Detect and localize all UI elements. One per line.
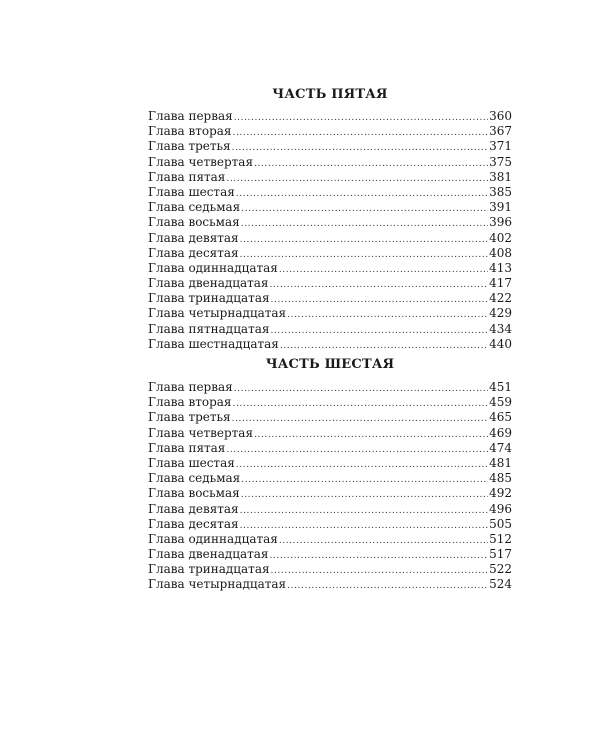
toc-entry bbox=[148, 231, 512, 246]
dot-leader bbox=[269, 549, 488, 564]
page-number: 481 bbox=[489, 455, 512, 470]
toc-entry bbox=[148, 322, 512, 337]
page-number: 465 bbox=[489, 410, 512, 425]
page-number: 408 bbox=[489, 245, 512, 260]
chapter-title: Глава шестнадцатая bbox=[148, 336, 279, 351]
toc-list bbox=[148, 380, 512, 593]
page-number: 474 bbox=[489, 440, 512, 455]
part-title: ЧАСТЬ ПЯТАЯ bbox=[272, 87, 388, 102]
toc-entry bbox=[148, 185, 512, 200]
chapter-title: Глава третья bbox=[148, 139, 231, 154]
page-number: 451 bbox=[489, 380, 512, 394]
toc-entry bbox=[148, 380, 512, 395]
toc-entry bbox=[148, 395, 512, 410]
toc-entry bbox=[148, 517, 512, 532]
dot-leader bbox=[232, 126, 488, 141]
dot-leader bbox=[232, 397, 488, 412]
toc-entry bbox=[148, 456, 512, 471]
dot-leader bbox=[236, 187, 488, 202]
page-number: 371 bbox=[489, 139, 512, 154]
chapter-title: Глава седьмая bbox=[148, 200, 241, 215]
toc-entry bbox=[148, 109, 512, 124]
toc-list bbox=[148, 109, 512, 352]
chapter-title: Глава двенадцатая bbox=[148, 547, 269, 562]
chapter-title: Глава пятнадцатая bbox=[148, 321, 270, 336]
dot-leader bbox=[241, 217, 488, 232]
toc-entry bbox=[148, 246, 512, 261]
dot-leader bbox=[279, 534, 488, 549]
dot-leader bbox=[240, 233, 488, 248]
dot-leader bbox=[241, 488, 488, 503]
chapter-title: Глава десятая bbox=[148, 245, 239, 260]
page-number: 385 bbox=[489, 184, 512, 199]
dot-leader bbox=[271, 293, 489, 308]
chapter-title: Глава вторая bbox=[148, 124, 232, 139]
toc-entry bbox=[148, 486, 512, 501]
page-number: 360 bbox=[489, 109, 512, 123]
chapter-title: Глава восьмая bbox=[148, 215, 240, 230]
chapter-title: Глава шестая bbox=[148, 184, 235, 199]
page-number: 429 bbox=[489, 306, 512, 321]
dot-leader bbox=[236, 458, 488, 473]
dot-leader bbox=[254, 157, 488, 172]
dot-leader bbox=[232, 412, 488, 427]
page-number: 381 bbox=[489, 169, 512, 184]
page-number: 402 bbox=[489, 230, 512, 245]
page-number: 422 bbox=[489, 291, 512, 306]
dot-leader bbox=[241, 202, 488, 217]
page-number: 522 bbox=[489, 562, 512, 577]
dot-leader bbox=[287, 308, 488, 323]
dot-leader bbox=[287, 579, 488, 594]
dot-leader bbox=[240, 504, 488, 519]
chapter-title: Глава пятая bbox=[148, 440, 226, 455]
chapter-title: Глава тринадцатая bbox=[148, 291, 270, 306]
toc-entry bbox=[148, 306, 512, 321]
toc-entry bbox=[148, 155, 512, 170]
page-number: 367 bbox=[489, 124, 512, 139]
toc-entry bbox=[148, 471, 512, 486]
part-six-section bbox=[148, 355, 512, 593]
part-title: ЧАСТЬ ШЕСТАЯ bbox=[265, 357, 395, 372]
page-number: 505 bbox=[489, 516, 512, 531]
chapter-title: Глава десятая bbox=[148, 516, 239, 531]
toc-entry bbox=[148, 441, 512, 456]
toc-entry bbox=[148, 410, 512, 425]
dot-leader bbox=[234, 382, 488, 397]
chapter-title: Глава пятая bbox=[148, 169, 226, 184]
page-number: 396 bbox=[489, 215, 512, 230]
dot-leader bbox=[232, 141, 488, 156]
page-number: 391 bbox=[489, 200, 512, 215]
page-number: 440 bbox=[489, 336, 512, 351]
page-number: 512 bbox=[489, 531, 512, 546]
dot-leader bbox=[271, 564, 489, 579]
dot-leader bbox=[280, 339, 488, 354]
toc-entry bbox=[148, 261, 512, 276]
toc-entry bbox=[148, 532, 512, 547]
toc-entry bbox=[148, 291, 512, 306]
chapter-title: Глава четырнадцатая bbox=[148, 306, 287, 321]
chapter-title: Глава вторая bbox=[148, 395, 232, 410]
chapter-title: Глава третья bbox=[148, 410, 231, 425]
toc-entry bbox=[148, 577, 512, 592]
page-number: 517 bbox=[489, 547, 512, 562]
page-number: 485 bbox=[489, 471, 512, 486]
part-five-section bbox=[148, 85, 512, 352]
dot-leader bbox=[234, 111, 488, 126]
dot-leader bbox=[254, 428, 488, 443]
chapter-title: Глава девятая bbox=[148, 501, 239, 516]
toc-entry bbox=[148, 215, 512, 230]
toc-entry bbox=[148, 426, 512, 441]
chapter-title: Глава четырнадцатая bbox=[148, 577, 287, 592]
page-number: 492 bbox=[489, 486, 512, 501]
chapter-title: Глава четвертая bbox=[148, 154, 254, 169]
toc-entry bbox=[148, 547, 512, 562]
chapter-title: Глава седьмая bbox=[148, 471, 241, 486]
page-number: 524 bbox=[489, 577, 512, 592]
toc-entry bbox=[148, 124, 512, 139]
chapter-title: Глава шестая bbox=[148, 455, 235, 470]
chapter-title: Глава восьмая bbox=[148, 486, 240, 501]
page-number: 496 bbox=[489, 501, 512, 516]
dot-leader bbox=[226, 443, 488, 458]
dot-leader bbox=[241, 473, 488, 488]
chapter-title: Глава двенадцатая bbox=[148, 276, 269, 291]
toc-entry bbox=[148, 337, 512, 352]
toc-entry bbox=[148, 502, 512, 517]
page-number: 434 bbox=[489, 321, 512, 336]
chapter-title: Глава четвертая bbox=[148, 425, 254, 440]
toc-entry bbox=[148, 562, 512, 577]
page-number: 459 bbox=[489, 395, 512, 410]
dot-leader bbox=[279, 263, 488, 278]
page-number: 469 bbox=[489, 425, 512, 440]
dot-leader bbox=[226, 172, 488, 187]
chapter-title: Глава первая bbox=[148, 380, 233, 394]
page-number: 375 bbox=[489, 154, 512, 169]
chapter-title: Глава одиннадцатая bbox=[148, 531, 278, 546]
chapter-title: Глава тринадцатая bbox=[148, 562, 270, 577]
chapter-title: Глава первая bbox=[148, 109, 233, 123]
toc-entry bbox=[148, 170, 512, 185]
toc-entry bbox=[148, 200, 512, 215]
page-number: 413 bbox=[489, 260, 512, 275]
dot-leader bbox=[269, 278, 488, 293]
chapter-title: Глава девятая bbox=[148, 230, 239, 245]
toc-entry bbox=[148, 139, 512, 154]
page-number: 417 bbox=[489, 276, 512, 291]
chapter-title: Глава одиннадцатая bbox=[148, 260, 278, 275]
toc-entry bbox=[148, 276, 512, 291]
dot-leader bbox=[270, 324, 488, 339]
